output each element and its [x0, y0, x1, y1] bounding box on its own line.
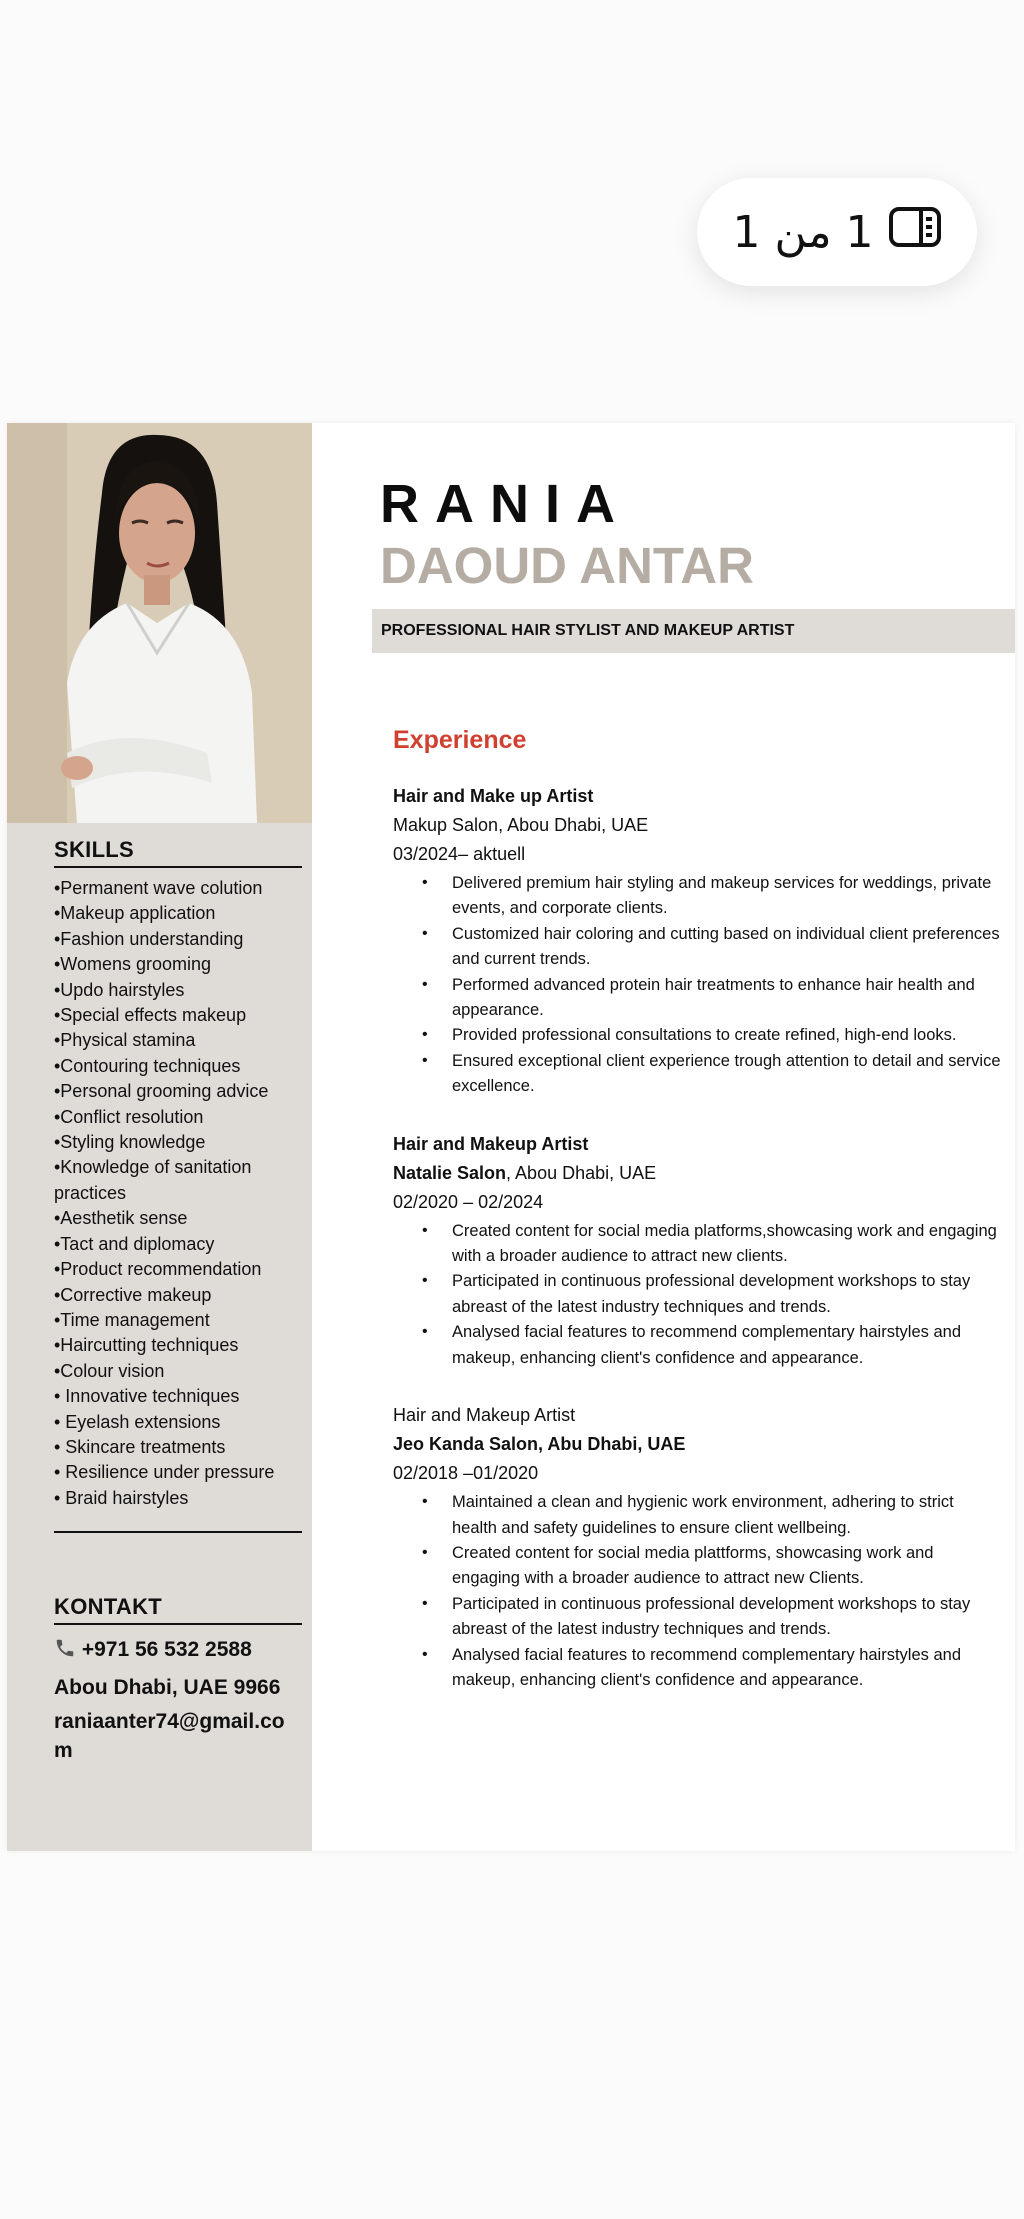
- job-title: Hair and Makeup Artist: [393, 1133, 589, 1154]
- phone-line: [54, 1635, 302, 1664]
- job-company-line: [393, 811, 1003, 840]
- job-title: Hair and Makeup Artist: [393, 1405, 576, 1426]
- address-line: Abou Dhabi, UAE 9966: [54, 1676, 281, 1699]
- skill-item: • Braid hairstyles: [54, 1487, 189, 1508]
- job-entry: [393, 782, 1003, 1100]
- job-bullet: • Created content for social media plattforms, showcasing work and engaging with a broader audience to attract new Clients.: [452, 1541, 1003, 1592]
- skill-item: •Conflict resolution: [54, 1106, 204, 1127]
- job-bullet: • Delivered premium hair styling and makeup services for weddings, private events, and corporate clients.: [452, 871, 1003, 922]
- job-bullet: • Participated in continuous professional development workshops to stay abreast of the latest industry techniques and trends.: [452, 1269, 1003, 1320]
- resume-page: [7, 423, 1015, 1851]
- job-dates: 02/2018 –01/2020: [393, 1463, 539, 1484]
- skill-item: •Makeup application: [54, 903, 216, 924]
- resume-main: [312, 423, 1015, 1851]
- job-bullet: • Provided professional consultations to create refined, high-end looks.: [452, 1023, 1003, 1048]
- skill-item: •Special effects makeup: [54, 1005, 247, 1026]
- skill-item: •Contouring techniques: [54, 1055, 241, 1076]
- skill-item: •Permanent wave colution: [54, 878, 263, 898]
- skill-item: •Time management: [54, 1309, 210, 1330]
- resume-sidebar: [7, 423, 312, 1851]
- skill-item: •Haircutting techniques: [54, 1335, 239, 1356]
- contact-section: [54, 1594, 302, 1765]
- skill-item: •Tact and diplomacy: [54, 1233, 215, 1254]
- job-bullet: • Created content for social media platforms,showcasing work and engaging with a broader audience to attract new clients.: [452, 1219, 1003, 1270]
- skills-heading: SKILLS: [54, 837, 302, 868]
- contact-heading: KONTAKT: [54, 1594, 302, 1625]
- skills-section: [54, 837, 302, 1511]
- job-dates: 03/2024– aktuell: [393, 844, 526, 864]
- skills-divider: [54, 1531, 302, 1533]
- sidebar-view-icon[interactable]: [888, 206, 942, 259]
- skill-item: • Eyelash extensions: [54, 1411, 221, 1432]
- experience-list: [393, 782, 1003, 1693]
- job-bullet: • Performed advanced protein hair treatments to enhance hair health and appearance.: [452, 973, 1003, 1024]
- job-bullet: • Analysed facial features to recommend complementary hairstyles and makeup, enhancing client's confidence and appearance.: [452, 1643, 1003, 1694]
- job-location: , Abou Dhabi, UAE: [506, 1162, 657, 1183]
- skill-item: • Innovative techniques: [54, 1386, 240, 1407]
- job-dates: 02/2020 – 02/2024: [393, 1191, 544, 1212]
- job-company-line: [393, 1430, 1003, 1459]
- job-location: , Abou Dhabi, UAE: [498, 815, 649, 835]
- skill-item: •Updo hairstyles: [54, 979, 185, 1000]
- job-company: Makup Salon: [393, 815, 499, 835]
- job-company: Jeo Kanda Salon, Abu Dhabi, UAE: [393, 1434, 686, 1455]
- job-bullet: • Analysed facial features to recommend complementary hairstyles and makeup, enhancing client's confidence and appearance.: [452, 1320, 1003, 1371]
- skill-item: •Colour vision: [54, 1360, 165, 1381]
- phone-icon: [54, 1638, 82, 1661]
- job-bullet: • Participated in continuous professional development workshops to stay abreast of the latest industry techniques and trends.: [452, 1592, 1003, 1643]
- job-bullet: • Customized hair coloring and cutting based on individual client preferences and current trends.: [452, 922, 1003, 973]
- experience-heading: Experience: [393, 726, 527, 754]
- skill-item: •Womens grooming: [54, 954, 212, 975]
- skill-item: • Resilience under pressure: [54, 1462, 275, 1483]
- job-company: Natalie Salon: [393, 1162, 507, 1183]
- profile-photo: [7, 423, 312, 823]
- job-title: Hair and Make up Artist: [393, 786, 594, 806]
- skill-item: •Physical stamina: [54, 1030, 196, 1051]
- job-bullet: • Maintained a clean and hygienic work environment, adhering to strict health and safety guidelines to ensure client wellbeing.: [452, 1490, 1003, 1541]
- job-bullets: [393, 1490, 1003, 1693]
- job-bullets: [393, 871, 1003, 1100]
- skill-item: •Corrective makeup: [54, 1284, 212, 1305]
- role-banner: [372, 609, 1015, 653]
- skills-list: [54, 876, 302, 1511]
- phone-number[interactable]: +971 56 532 2588: [81, 1638, 252, 1661]
- last-name: DAOUD ANTAR: [380, 537, 754, 594]
- skill-item: •Styling knowledge: [54, 1132, 206, 1153]
- job-bullet: • Ensured exceptional client experience trough attention to detail and service excellence.: [452, 1049, 1003, 1100]
- page-indicator[interactable]: [697, 178, 977, 286]
- skill-item: •Knowledge of sanitation practices: [54, 1157, 252, 1203]
- role-title: PROFESSIONAL HAIR STYLIST AND MAKEUP ARTIST: [381, 622, 795, 639]
- skill-item: •Product recommendation: [54, 1259, 262, 1280]
- first-name: RANIA: [380, 474, 631, 534]
- job-entry: [393, 1130, 1003, 1371]
- skill-item: •Personal grooming advice: [54, 1081, 269, 1102]
- skill-item: • Skincare treatments: [54, 1436, 226, 1457]
- page-indicator-label: 1 من 1: [732, 206, 874, 258]
- skill-item: •Aesthetik sense: [54, 1208, 188, 1229]
- job-company-line: [393, 1159, 1003, 1188]
- job-entry: [393, 1401, 1003, 1693]
- skill-item: •Fashion understanding: [54, 928, 244, 949]
- email-line[interactable]: raniaanter74@gmail.com: [54, 1710, 285, 1762]
- job-bullets: [393, 1219, 1003, 1371]
